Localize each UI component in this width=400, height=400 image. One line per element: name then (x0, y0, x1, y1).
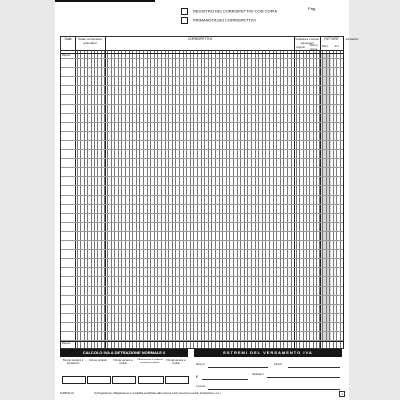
table-row-line (61, 267, 343, 268)
table-row-line (61, 85, 343, 86)
register-sheet (55, 0, 359, 400)
table-row-line (61, 167, 343, 168)
euro-symbol: € (196, 375, 198, 379)
table-row-line (61, 249, 343, 250)
table-row-line (61, 322, 343, 323)
table-row-line (61, 213, 343, 214)
riporto-rule (61, 341, 343, 342)
iva-col-precedente: IVA da versare a credito di periodo precedente (137, 359, 163, 364)
table-row-line (61, 149, 343, 150)
header-fatture: FATTURE (324, 37, 339, 41)
header-annotazioni: Annotazioni (345, 38, 359, 41)
header-fatture-dal: Dal n. (322, 45, 329, 48)
option-primanota-corrispettivi[interactable]: PRIMANOTA DEI CORRISPETTIVI (181, 17, 256, 24)
table-row-line (61, 158, 343, 159)
table-row-line (61, 140, 343, 141)
euro-field[interactable] (202, 379, 248, 380)
table-row-line (61, 222, 343, 223)
mezzo-label: a mezzo (196, 385, 206, 388)
page-number-label: Pag. (308, 6, 317, 11)
table-row-line (61, 204, 343, 205)
column-divider (343, 37, 344, 348)
importo-field[interactable] (288, 367, 340, 368)
iva-col-acquisti: IVA per acquisti (89, 359, 107, 362)
riporto-bottom: Riporto (62, 342, 71, 345)
effettuato-field[interactable] (267, 377, 340, 378)
table-row-line (61, 276, 343, 277)
riporto-top: Riporto (62, 54, 71, 57)
table-row-line (61, 331, 343, 332)
column-divider (294, 37, 295, 348)
option-registro-corrispettivi[interactable]: REGISTRO DEI CORRISPETTIVI CON COPIA (181, 8, 277, 15)
header-titolo: Titolo e norma (309, 44, 318, 51)
checkbox-icon[interactable] (181, 8, 188, 15)
footer-note: DU8015C.2a (1) Registrazione obbligatoria per le contabilità semplificate dalle imprese minori (esenzione periodi, dichiarazione, ecc.) (60, 392, 221, 395)
iva-precedente-field[interactable] (138, 376, 164, 384)
table-row-line (61, 240, 343, 241)
effettuato-label: effettuato il (252, 373, 264, 376)
table-row-line (61, 231, 343, 232)
bottom-section (60, 349, 342, 390)
iva-col-versare-1: IVA da versare a credito (113, 359, 133, 365)
calcolo-iva-title: CALCOLO IVA A DETRAZIONE NORMALE € (60, 349, 188, 357)
top-edge-mark (55, 0, 155, 2)
header-totale: Totale corrispettivi giornalieri (77, 37, 102, 45)
page-number: 1 (341, 392, 343, 396)
table-row-line (61, 195, 343, 196)
column-divider (320, 37, 321, 348)
header-rule (61, 50, 343, 51)
table-row-line (61, 94, 343, 95)
table-row-line (61, 122, 343, 123)
table-row-line (61, 258, 343, 259)
corrispettivi-table (60, 36, 359, 349)
iva-saldo-field[interactable] (165, 376, 189, 384)
mese-label: Mese di (196, 363, 205, 366)
table-row-line (61, 286, 343, 287)
table-row-line (61, 304, 343, 305)
table-row-line (61, 131, 343, 132)
iva-versare-field[interactable] (112, 376, 136, 384)
checkbox-icon[interactable] (181, 17, 188, 24)
table-row-line (61, 76, 343, 77)
header-ventilazione: Ventilazione e ritenuta agli acquisti (295, 38, 319, 45)
column-divider (75, 37, 76, 348)
header-data: Data (64, 37, 72, 41)
table-row-line (61, 113, 343, 114)
versamento-iva-title: ESTREMI DEL VERSAMENTO IVA (194, 349, 342, 357)
iva-cessioni-field[interactable] (62, 376, 86, 384)
iva-acquisti-field[interactable] (87, 376, 111, 384)
table-row-line (61, 67, 343, 68)
mese-field[interactable] (208, 367, 268, 368)
table-row-line (61, 185, 343, 186)
table-row-line (61, 176, 343, 177)
table-row-line (61, 58, 343, 59)
header-importo: Importo (296, 46, 305, 49)
importo-label: Importo (274, 363, 283, 366)
mezzo-field[interactable] (208, 389, 340, 390)
iva-col-versare-2: IVA da versare a credito (166, 359, 186, 365)
iva-col-cessioni: IVA per cessioni e prestazioni (62, 359, 84, 365)
header-fatture-al: Al n. (334, 45, 340, 48)
table-row-line (61, 295, 343, 296)
table-row-line (61, 104, 343, 105)
table-row-line (61, 313, 343, 314)
header-rule (61, 53, 343, 54)
header-corrispettivi: CORRISPETTIVI (187, 37, 213, 41)
